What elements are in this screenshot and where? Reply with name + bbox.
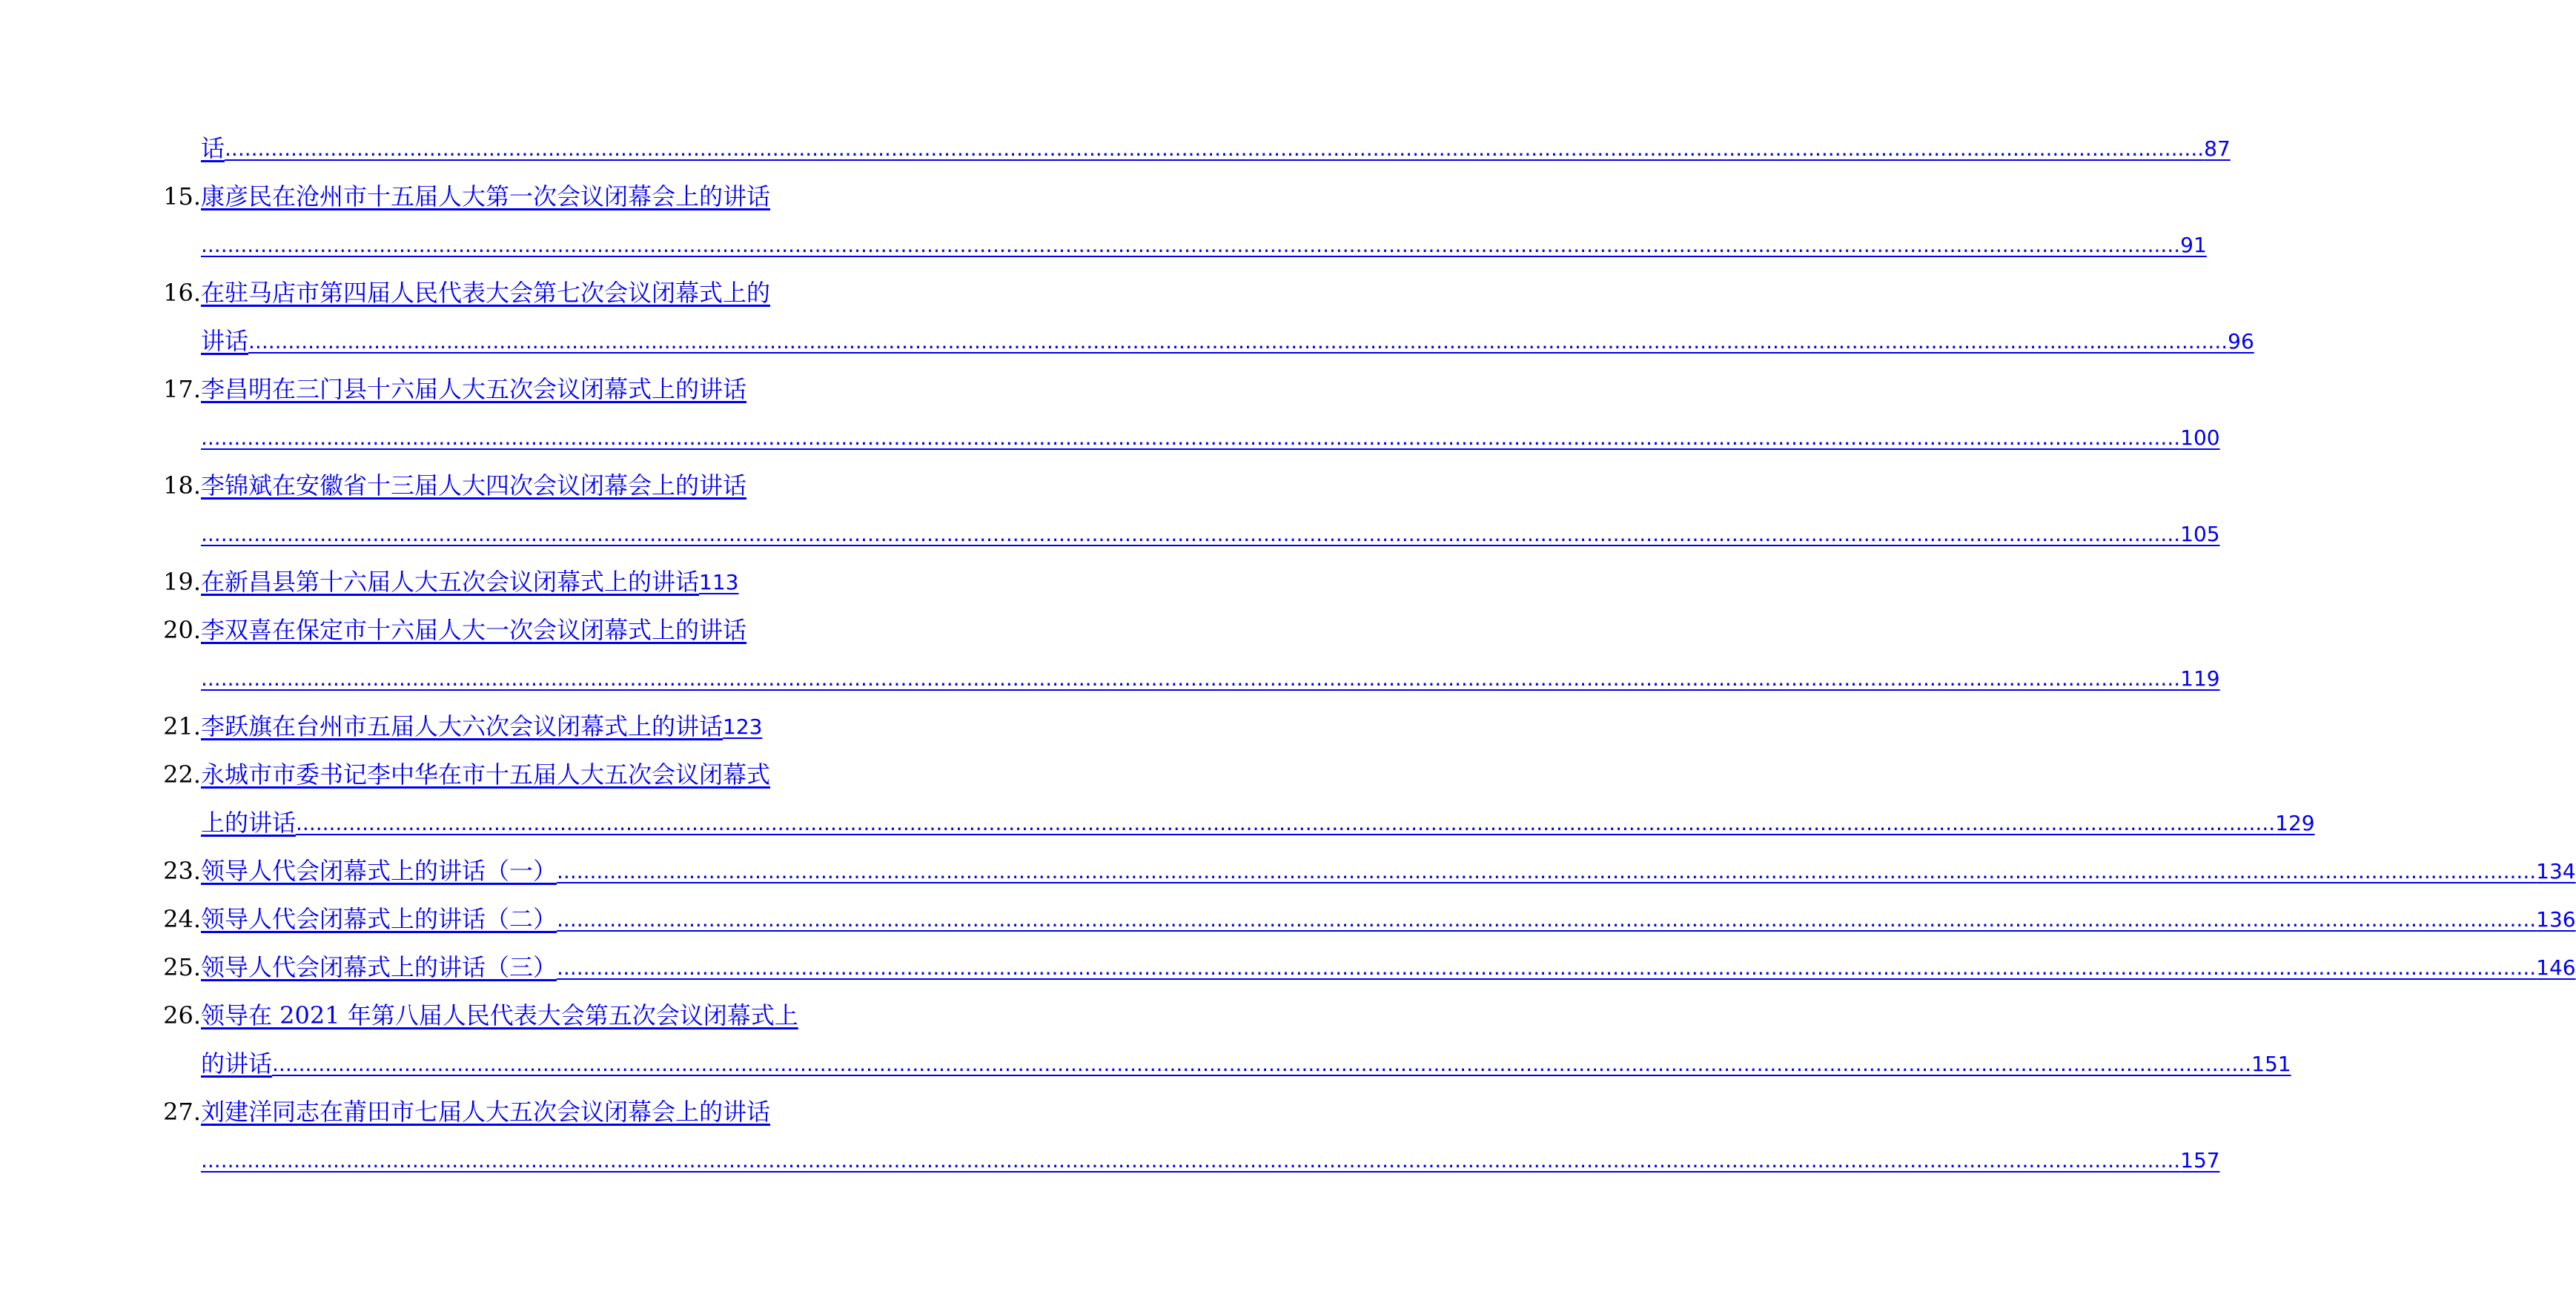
toc-entry-line (0, 221, 2207, 269)
toc-page-number: 87 (2204, 136, 2231, 161)
toc-entry-line (0, 847, 2576, 895)
toc-dot-leader: ............................................................................................................................................................................................................................................................................................................ (201, 425, 2181, 450)
toc-entry-number: 16. (163, 279, 201, 307)
toc-page-number: 100 (2180, 425, 2220, 450)
toc-entry-number: 26. (163, 1001, 201, 1029)
toc-entry-link[interactable] (201, 558, 738, 606)
toc-entry-link[interactable] (201, 847, 2576, 895)
toc-entry-link[interactable] (201, 414, 2220, 462)
toc-entry-line (0, 1088, 919, 1136)
toc-entry-line (0, 510, 2220, 558)
toc-page-number: 157 (2180, 1148, 2220, 1173)
toc-dot-leader: ............................................................................................................................................................................................................................................................................................................ (557, 859, 2537, 883)
toc-dot-leader: ............................................................................................................................................................................................................................................................................................................ (201, 666, 2181, 691)
toc-dot-leader: ............................................................................................................................................................................................................................................................................................................ (201, 522, 2181, 546)
toc-entry-number: 20. (163, 616, 201, 644)
toc-entry-line (0, 606, 919, 654)
toc-entry-link[interactable] (201, 703, 762, 751)
toc-entry-line (0, 1040, 2291, 1088)
toc-entry-line (0, 1136, 2220, 1184)
toc-entry-number: 22. (163, 760, 201, 789)
toc-entry-link[interactable] (201, 1136, 2220, 1184)
toc-dot-leader: ............................................................................................................................................................................................................................................................................................................ (557, 907, 2537, 932)
toc-entry-line (0, 895, 2576, 944)
toc-dot-leader: ............................................................................................................................................................................................................................................................................................................ (557, 955, 2537, 980)
toc-entry-link[interactable] (201, 365, 809, 414)
toc-entry-line (0, 992, 919, 1040)
toc-entry-line (0, 125, 2231, 173)
toc-entry-title: 话 (201, 134, 225, 162)
toc-page-number: 134 (2536, 859, 2576, 883)
toc-entry-title: 李昌明在三门县十六届人大五次会议闭幕式上的讲话 (201, 375, 747, 403)
toc-page-number: 113 (699, 570, 739, 594)
toc-entry-line (0, 317, 2254, 365)
toc-entry-title: 领导在 2021 年第八届人民代表大会第五次会议闭幕式上 (201, 1001, 798, 1029)
toc-entry-number: 15. (163, 182, 201, 210)
toc-entry-link[interactable] (201, 510, 2220, 558)
toc-entry-title: 领导人代会闭幕式上的讲话（三） (201, 953, 557, 981)
toc-entry-number: 24. (163, 905, 201, 933)
toc-entry-line (0, 462, 919, 510)
toc-page-number: 105 (2180, 522, 2220, 546)
toc-dot-leader: ............................................................................................................................................................................................................................................................................................................ (225, 136, 2205, 161)
toc-entry-link[interactable] (201, 462, 809, 510)
toc-page-number: 119 (2180, 666, 2220, 691)
toc-entry-line (0, 944, 2576, 992)
toc-entry-number: 18. (163, 471, 201, 500)
toc-entry-link[interactable] (201, 221, 2207, 269)
toc-entry-title: 上的讲话 (201, 809, 297, 837)
toc-entry-title: 李锦斌在安徽省十三届人大四次会议闭幕会上的讲话 (201, 471, 747, 500)
toc-entry-title: 康彦民在沧州市十五届人大第一次会议闭幕会上的讲话 (201, 182, 771, 210)
toc-entry-title: 的讲话 (201, 1049, 273, 1078)
toc-entry-line (0, 173, 919, 221)
table-of-contents (0, 125, 2576, 1184)
toc-entry-number: 21. (163, 712, 201, 740)
toc-entry-link[interactable] (201, 269, 809, 317)
toc-page-number: 146 (2536, 955, 2576, 980)
toc-entry-title: 李跃旗在台州市五届人大六次会议闭幕式上的讲话 (201, 712, 724, 740)
toc-page-number: 123 (723, 714, 763, 739)
toc-dot-leader: ............................................................................................................................................................................................................................................................................................................ (296, 811, 2276, 835)
toc-entry-link[interactable] (201, 173, 809, 221)
toc-entry-link[interactable] (201, 992, 809, 1040)
toc-dot-leader: ............................................................................................................................................................................................................................................................................................................ (272, 1052, 2252, 1076)
toc-entry-link[interactable] (201, 654, 2220, 703)
toc-entry-line (0, 365, 919, 414)
toc-entry-link[interactable] (201, 799, 2315, 847)
toc-entry-number: 25. (163, 953, 201, 981)
toc-dot-leader: ............................................................................................................................................................................................................................................................................................................ (201, 233, 2181, 257)
toc-entry-title: 在驻马店市第四届人民代表大会第七次会议闭幕式上的 (201, 279, 771, 307)
toc-entry-number: 27. (163, 1098, 201, 1126)
toc-entry-line (0, 654, 2220, 703)
toc-page-number: 129 (2275, 811, 2315, 835)
toc-entry-link[interactable] (201, 895, 2576, 944)
toc-page-number: 91 (2180, 233, 2207, 257)
toc-entry-link[interactable] (201, 317, 2254, 365)
toc-page-number: 136 (2536, 907, 2576, 932)
toc-entry-link[interactable] (201, 1088, 809, 1136)
toc-entry-line (0, 558, 919, 606)
toc-dot-leader: ............................................................................................................................................................................................................................................................................................................ (201, 1148, 2181, 1173)
toc-entry-number: 23. (163, 857, 201, 885)
toc-entry-title: 领导人代会闭幕式上的讲话（二） (201, 905, 557, 933)
toc-page-number: 151 (2251, 1052, 2291, 1076)
toc-entry-title: 讲话 (201, 327, 249, 355)
toc-entry-line (0, 751, 919, 799)
toc-entry-link[interactable] (201, 944, 2576, 992)
toc-entry-link[interactable] (201, 606, 809, 654)
toc-entry-title: 李双喜在保定市十六届人大一次会议闭幕式上的讲话 (201, 616, 747, 644)
toc-entry-title: 刘建洋同志在莆田市七届人大五次会议闭幕会上的讲话 (201, 1098, 771, 1126)
toc-entry-link[interactable] (201, 751, 809, 799)
toc-entry-line (0, 703, 919, 751)
toc-entry-title: 领导人代会闭幕式上的讲话（一） (201, 857, 557, 885)
toc-dot-leader: ............................................................................................................................................................................................................................................................................................................ (248, 329, 2228, 354)
toc-entry-number: 19. (163, 568, 201, 596)
toc-entry-link[interactable] (201, 125, 2231, 173)
toc-entry-line (0, 414, 2220, 462)
toc-entry-line (0, 799, 2315, 847)
toc-page-number: 96 (2228, 329, 2254, 354)
toc-entry-title: 永城市市委书记李中华在市十五届人大五次会议闭幕式 (201, 760, 771, 789)
toc-entry-link[interactable] (201, 1040, 2291, 1088)
toc-entry-line (0, 269, 919, 317)
toc-entry-title: 在新昌县第十六届人大五次会议闭幕式上的讲话 (201, 568, 700, 596)
toc-entry-number: 17. (163, 375, 201, 403)
